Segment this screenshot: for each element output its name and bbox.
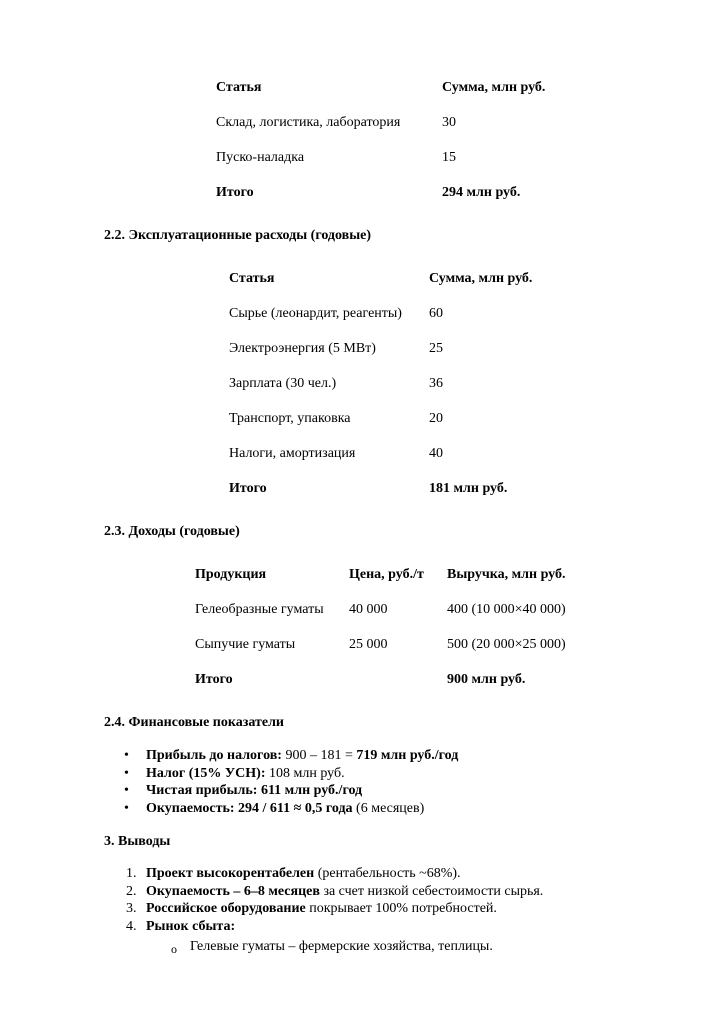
table-header-cell: Продукция [195,567,267,582]
table-header-cell: Статья [216,80,262,95]
conclusions-list [104,865,543,935]
table-total-label: Итого [229,481,267,496]
section-heading-2-3: 2.3. Доходы (годовые) [104,524,240,539]
table-cell: 30 [442,115,456,130]
table-cell: 60 [429,306,443,321]
table-cell: Пуско-наладка [216,150,305,165]
table-cell: Сырье (леонардит, реагенты) [229,306,402,321]
list-item: • Прибыль до налогов: 900 – 181 = 719 млн руб./год [104,747,458,765]
table-cell: 36 [429,376,443,391]
section-heading-3: 3. Выводы [104,834,171,849]
table-header-cell: Сумма, млн руб. [442,80,546,95]
list-item: 3. Российское оборудование покрывает 100% потребностей. [126,901,497,916]
table-header-cell: Цена, руб./т [349,567,424,582]
table-total-value: 181 млн руб. [429,481,508,496]
table-total-label: Итого [216,185,254,200]
section-heading-2-4: 2.4. Финансовые показатели [104,715,284,730]
table-total-label: Итого [195,672,233,687]
sub-list-marker: o [171,942,177,956]
table-cell: Налоги, амортизация [229,446,356,461]
table-cell: 40 000 [349,602,388,617]
table-cell: 25 [429,341,443,356]
table-cell: Склад, логистика, лаборатория [216,115,401,130]
list-item: 2. Окупаемость – 6–8 месяцев за счет низкой себестоимости сырья. [126,883,544,899]
table-total-value: 294 млн руб. [442,185,521,200]
table-cell: Электроэнергия (5 МВт) [229,341,376,356]
table-cell: 15 [442,150,456,165]
table-cell: 25 000 [349,637,388,652]
table-cell: 20 [429,411,443,426]
table-cell: 400 (10 000×40 000) [447,602,566,617]
table-header-cell: Выручка, млн руб. [447,567,566,582]
table-cell: 40 [429,446,443,461]
list-item: • Налог (15% УСН): 108 млн руб. [104,765,458,783]
table-total-value: 900 млн руб. [447,672,526,687]
table-header-cell: Сумма, млн руб. [429,271,533,286]
table-cell: 500 (20 000×25 000) [447,637,566,652]
table-cell: Гелеобразные гуматы [195,602,324,617]
list-item: 4. Рынок сбыта: [126,918,236,934]
table-cell: Транспорт, упаковка [229,411,351,426]
list-item: • Чистая прибыль: 611 млн руб./год [104,782,458,800]
sub-list-item: Гелевые гуматы – фермерские хозяйства, теплицы. [190,939,493,954]
section-heading-2-2: 2.2. Эксплуатационные расходы (годовые) [104,228,372,243]
financial-indicators-list [104,747,458,817]
table-header-cell: Статья [229,271,275,286]
table-cell: Сыпучие гуматы [195,637,296,652]
list-item: 1. Проект высокорентабелен (рентабельность ~68%). [126,866,461,881]
table-cell: Зарплата (30 чел.) [229,376,337,391]
list-item: • Окупаемость: 294 / 611 ≈ 0,5 года (6 месяцев) [104,800,458,818]
